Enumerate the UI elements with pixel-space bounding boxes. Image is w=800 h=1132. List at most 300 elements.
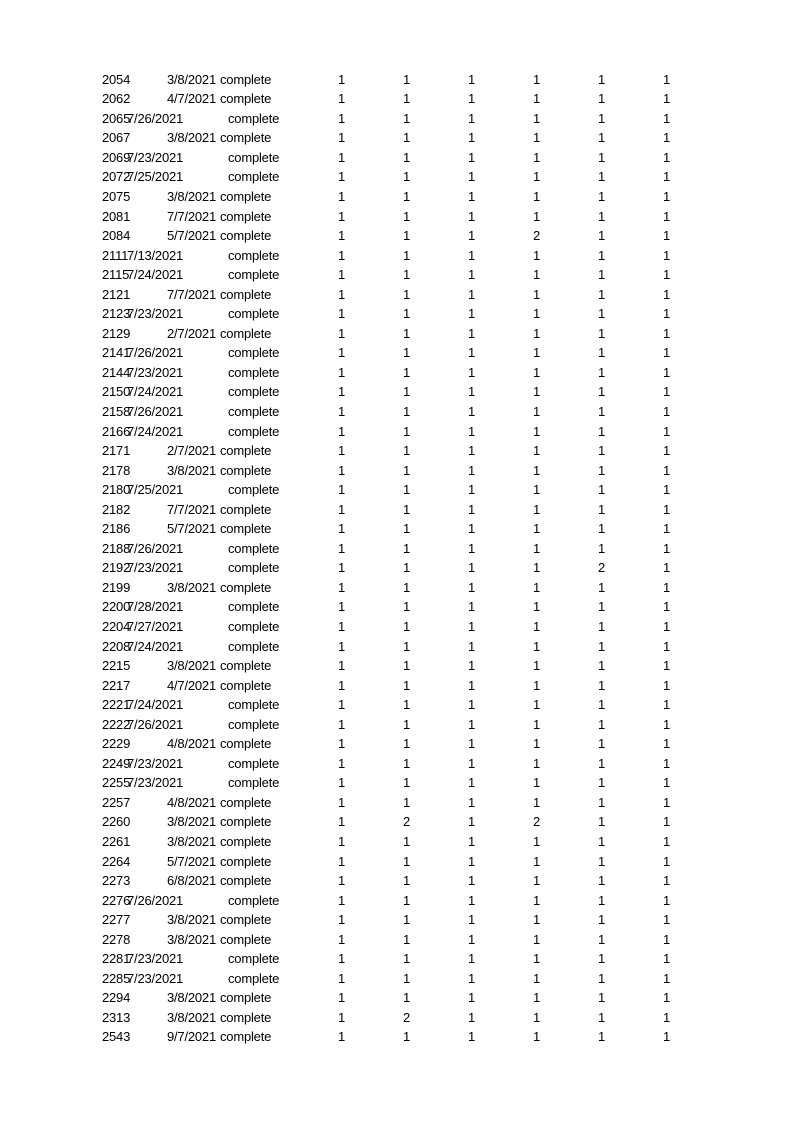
value-cell: 1	[532, 951, 540, 967]
date-cell: 3/8/2021	[166, 814, 216, 830]
record-id-cell: 2150	[102, 384, 131, 400]
value-cell: 1	[662, 403, 670, 419]
value-cell: 1	[467, 443, 475, 459]
value-cell: 1	[532, 306, 540, 322]
table-row	[0, 441, 800, 461]
value-cell: 1	[597, 169, 605, 185]
date-cell: 7/24/2021	[127, 384, 184, 400]
value-cell: 1	[662, 794, 670, 810]
status-cell: complete	[228, 951, 280, 967]
record-id-cell: 2276	[102, 892, 131, 908]
value-cell: 1	[662, 208, 670, 224]
status-cell: complete	[220, 208, 272, 224]
value-cell: 1	[532, 755, 540, 771]
value-cell: 1	[402, 951, 410, 967]
date-cell: 3/8/2021	[166, 579, 216, 595]
value-cell: 1	[597, 325, 605, 341]
value-cell: 2	[402, 1009, 410, 1025]
table-row	[0, 89, 800, 109]
record-id-cell: 2543	[102, 1029, 131, 1045]
value-cell: 1	[467, 755, 475, 771]
record-id-cell: 2166	[102, 423, 131, 439]
value-cell: 1	[467, 599, 475, 615]
value-cell: 1	[467, 579, 475, 595]
value-cell: 1	[402, 521, 410, 537]
value-cell: 1	[467, 345, 475, 361]
value-cell: 2	[402, 814, 410, 830]
record-id-cell: 2222	[102, 716, 131, 732]
value-cell: 1	[402, 286, 410, 302]
value-cell: 1	[532, 834, 540, 850]
record-id-cell: 2208	[102, 638, 131, 654]
table-row	[0, 988, 800, 1008]
table-row	[0, 480, 800, 500]
value-cell: 1	[337, 423, 345, 439]
record-id-cell: 2180	[102, 482, 131, 498]
value-cell: 1	[532, 384, 540, 400]
value-cell: 1	[467, 71, 475, 87]
value-cell: 1	[597, 951, 605, 967]
date-cell: 7/23/2021	[127, 970, 184, 986]
value-cell: 1	[337, 755, 345, 771]
value-cell: 1	[402, 423, 410, 439]
date-cell: 7/23/2021	[127, 306, 184, 322]
value-cell: 1	[532, 892, 540, 908]
status-cell: complete	[228, 697, 280, 713]
table-row	[0, 128, 800, 148]
status-cell: complete	[228, 364, 280, 380]
status-cell: complete	[220, 286, 272, 302]
value-cell: 1	[532, 149, 540, 165]
value-cell: 1	[467, 716, 475, 732]
date-cell: 5/7/2021	[166, 228, 216, 244]
value-cell: 1	[402, 169, 410, 185]
record-id-cell: 2072	[102, 169, 131, 185]
value-cell: 1	[532, 443, 540, 459]
value-cell: 1	[402, 364, 410, 380]
date-cell: 7/24/2021	[127, 697, 184, 713]
value-cell: 1	[467, 912, 475, 928]
record-id-cell: 2067	[102, 130, 131, 146]
table-row	[0, 832, 800, 852]
status-cell: complete	[228, 149, 280, 165]
table-row	[0, 382, 800, 402]
value-cell: 1	[467, 130, 475, 146]
table-row	[0, 637, 800, 657]
status-cell: complete	[228, 560, 280, 576]
value-cell: 1	[337, 540, 345, 556]
value-cell: 1	[467, 990, 475, 1006]
value-cell: 1	[597, 619, 605, 634]
value-cell: 1	[532, 482, 540, 498]
value-cell: 1	[597, 188, 605, 204]
value-cell: 1	[532, 619, 540, 634]
value-cell: 1	[662, 149, 670, 165]
record-id-cell: 2115	[102, 267, 130, 283]
value-cell: 1	[662, 1029, 670, 1045]
value-cell: 1	[467, 834, 475, 850]
value-cell: 1	[467, 951, 475, 967]
date-cell: 3/8/2021	[166, 912, 216, 928]
value-cell: 1	[402, 892, 410, 908]
value-cell: 1	[597, 775, 605, 791]
date-cell: 7/26/2021	[127, 540, 184, 556]
value-cell: 1	[337, 462, 345, 478]
date-cell: 7/26/2021	[127, 716, 184, 732]
value-cell: 1	[467, 91, 475, 107]
value-cell: 1	[467, 169, 475, 185]
value-cell: 1	[662, 188, 670, 204]
status-cell: complete	[220, 579, 272, 595]
value-cell: 1	[597, 755, 605, 771]
value-cell: 1	[467, 247, 475, 263]
value-cell: 1	[337, 188, 345, 204]
value-cell: 1	[337, 130, 345, 146]
value-cell: 1	[337, 208, 345, 224]
record-id-cell: 2054	[102, 71, 131, 87]
value-cell: 1	[337, 892, 345, 908]
value-cell: 1	[597, 403, 605, 419]
value-cell: 1	[532, 208, 540, 224]
value-cell: 1	[532, 345, 540, 361]
table-row	[0, 812, 800, 832]
table-row	[0, 734, 800, 754]
value-cell: 1	[337, 619, 345, 634]
value-cell: 1	[467, 658, 475, 674]
value-cell: 1	[532, 638, 540, 654]
status-cell: complete	[228, 775, 280, 791]
value-cell: 1	[337, 599, 345, 615]
value-cell: 1	[662, 521, 670, 537]
table-row	[0, 539, 800, 559]
value-cell: 1	[532, 775, 540, 791]
date-cell: 7/25/2021	[127, 169, 184, 185]
date-cell: 7/23/2021	[127, 775, 184, 791]
value-cell: 1	[597, 873, 605, 889]
status-cell: complete	[228, 306, 280, 322]
value-cell: 1	[337, 970, 345, 986]
table-row	[0, 343, 800, 363]
value-cell: 1	[337, 325, 345, 341]
value-cell: 1	[402, 1029, 410, 1045]
record-id-cell: 2215	[102, 658, 131, 674]
value-cell: 1	[402, 755, 410, 771]
status-cell: complete	[228, 892, 280, 908]
value-cell: 1	[337, 169, 345, 185]
record-id-cell: 2111	[102, 247, 129, 263]
value-cell: 1	[402, 716, 410, 732]
table-row	[0, 1027, 800, 1047]
value-cell: 1	[402, 990, 410, 1006]
value-cell: 1	[532, 501, 540, 517]
record-id-cell: 2182	[102, 501, 131, 517]
value-cell: 1	[337, 560, 345, 576]
date-cell: 7/23/2021	[127, 755, 184, 771]
table-row	[0, 1008, 800, 1028]
value-cell: 1	[532, 267, 540, 283]
value-cell: 1	[597, 267, 605, 283]
value-cell: 1	[402, 736, 410, 752]
value-cell: 1	[467, 188, 475, 204]
value-cell: 1	[337, 482, 345, 498]
value-cell: 1	[532, 110, 540, 126]
value-cell: 1	[467, 521, 475, 537]
record-id-cell: 2192	[102, 560, 131, 576]
value-cell: 1	[402, 599, 410, 615]
value-cell: 1	[467, 1009, 475, 1025]
value-cell: 1	[532, 169, 540, 185]
value-cell: 1	[662, 814, 670, 830]
value-cell: 1	[662, 912, 670, 928]
value-cell: 1	[662, 736, 670, 752]
status-cell: complete	[220, 814, 272, 830]
value-cell: 1	[337, 677, 345, 693]
value-cell: 1	[337, 91, 345, 107]
value-cell: 1	[662, 892, 670, 908]
date-cell: 9/7/2021	[166, 1029, 216, 1045]
record-id-cell: 2255	[102, 775, 131, 791]
record-id-cell: 2123	[102, 306, 131, 322]
value-cell: 1	[597, 71, 605, 87]
value-cell: 1	[337, 71, 345, 87]
status-cell: complete	[228, 384, 280, 400]
status-cell: complete	[220, 188, 272, 204]
record-id-cell: 2294	[102, 990, 131, 1006]
table-row	[0, 871, 800, 891]
value-cell: 1	[402, 267, 410, 283]
value-cell: 1	[662, 755, 670, 771]
status-cell: complete	[220, 325, 272, 341]
value-cell: 1	[662, 247, 670, 263]
value-cell: 1	[662, 462, 670, 478]
value-cell: 1	[662, 345, 670, 361]
value-cell: 1	[532, 1029, 540, 1045]
value-cell: 1	[662, 71, 670, 87]
date-cell: 7/23/2021	[127, 149, 184, 165]
record-id-cell: 2081	[102, 208, 131, 224]
value-cell: 1	[402, 873, 410, 889]
value-cell: 1	[662, 677, 670, 693]
value-cell: 1	[337, 345, 345, 361]
value-cell: 1	[467, 560, 475, 576]
value-cell: 1	[467, 110, 475, 126]
value-cell: 1	[337, 716, 345, 732]
record-id-cell: 2261	[102, 834, 131, 850]
table-row	[0, 187, 800, 207]
record-id-cell: 2277	[102, 912, 131, 928]
value-cell: 1	[532, 403, 540, 419]
record-id-cell: 2144	[102, 364, 131, 380]
value-cell: 1	[662, 619, 670, 634]
table-row	[0, 558, 800, 578]
value-cell: 1	[597, 1009, 605, 1025]
value-cell: 1	[597, 208, 605, 224]
date-cell: 4/8/2021	[166, 736, 216, 752]
table-row	[0, 285, 800, 305]
value-cell: 1	[662, 325, 670, 341]
table-row	[0, 695, 800, 715]
table-row	[0, 715, 800, 735]
value-cell: 1	[337, 443, 345, 459]
date-cell: 5/7/2021	[166, 853, 216, 869]
value-cell: 1	[337, 853, 345, 869]
value-cell: 1	[402, 149, 410, 165]
value-cell: 1	[402, 579, 410, 595]
value-cell: 1	[532, 853, 540, 869]
value-cell: 1	[337, 306, 345, 322]
status-cell: complete	[220, 130, 272, 146]
value-cell: 1	[467, 423, 475, 439]
date-cell: 7/13/2021	[127, 247, 184, 263]
table-row	[0, 754, 800, 774]
status-cell: complete	[220, 873, 272, 889]
record-id-cell: 2273	[102, 873, 131, 889]
value-cell: 1	[337, 110, 345, 126]
value-cell: 1	[467, 697, 475, 713]
table-row	[0, 949, 800, 969]
value-cell: 1	[532, 599, 540, 615]
value-cell: 1	[337, 775, 345, 791]
date-cell: 7/23/2021	[127, 364, 184, 380]
table-row	[0, 207, 800, 227]
date-cell: 4/7/2021	[166, 677, 216, 693]
value-cell: 1	[532, 540, 540, 556]
value-cell: 1	[662, 130, 670, 146]
record-id-cell: 2129	[102, 325, 131, 341]
value-cell: 1	[597, 306, 605, 322]
table-row	[0, 246, 800, 266]
table-row	[0, 265, 800, 285]
table-row	[0, 148, 800, 168]
value-cell: 1	[337, 951, 345, 967]
record-id-cell: 2260	[102, 814, 131, 830]
value-cell: 1	[402, 775, 410, 791]
status-cell: complete	[228, 482, 280, 498]
table-row	[0, 597, 800, 617]
date-cell: 7/28/2021	[127, 599, 184, 615]
value-cell: 1	[662, 658, 670, 674]
date-cell: 7/24/2021	[127, 638, 184, 654]
value-cell: 1	[662, 599, 670, 615]
status-cell: complete	[228, 110, 280, 126]
value-cell: 1	[467, 736, 475, 752]
value-cell: 1	[337, 912, 345, 928]
value-cell: 1	[532, 931, 540, 947]
value-cell: 1	[597, 912, 605, 928]
value-cell: 1	[597, 228, 605, 244]
status-cell: complete	[228, 540, 280, 556]
value-cell: 1	[532, 91, 540, 107]
value-cell: 2	[532, 228, 540, 244]
record-id-cell: 2158	[102, 403, 131, 419]
table-row	[0, 402, 800, 422]
value-cell: 1	[662, 931, 670, 947]
value-cell: 1	[402, 853, 410, 869]
status-cell: complete	[228, 755, 280, 771]
table-row	[0, 363, 800, 383]
date-cell: 3/8/2021	[166, 931, 216, 947]
status-cell: complete	[228, 599, 280, 615]
status-cell: complete	[228, 247, 280, 263]
value-cell: 1	[597, 853, 605, 869]
value-cell: 1	[662, 560, 670, 576]
value-cell: 1	[467, 814, 475, 830]
status-cell: complete	[228, 403, 280, 419]
table-row	[0, 656, 800, 676]
value-cell: 1	[597, 794, 605, 810]
value-cell: 1	[402, 130, 410, 146]
value-cell: 1	[662, 775, 670, 791]
value-cell: 1	[597, 384, 605, 400]
date-cell: 7/27/2021	[127, 619, 184, 634]
value-cell: 1	[402, 540, 410, 556]
value-cell: 1	[662, 970, 670, 986]
table-row	[0, 70, 800, 90]
value-cell: 1	[597, 990, 605, 1006]
status-cell: complete	[228, 716, 280, 732]
data-table	[0, 70, 800, 1047]
value-cell: 1	[597, 716, 605, 732]
record-id-cell: 2217	[102, 677, 131, 693]
value-cell: 1	[597, 599, 605, 615]
value-cell: 1	[467, 677, 475, 693]
date-cell: 7/26/2021	[127, 110, 184, 126]
status-cell: complete	[220, 912, 272, 928]
date-cell: 6/8/2021	[166, 873, 216, 889]
record-id-cell: 2141	[102, 345, 131, 361]
value-cell: 1	[532, 560, 540, 576]
record-id-cell: 2229	[102, 736, 131, 752]
value-cell: 1	[337, 364, 345, 380]
value-cell: 1	[402, 677, 410, 693]
value-cell: 1	[532, 990, 540, 1006]
value-cell: 1	[467, 501, 475, 517]
status-cell: complete	[220, 462, 272, 478]
status-cell: complete	[220, 794, 272, 810]
value-cell: 2	[532, 814, 540, 830]
table-row	[0, 422, 800, 442]
value-cell: 1	[467, 775, 475, 791]
record-id-cell: 2200	[102, 599, 131, 615]
status-cell: complete	[220, 501, 272, 517]
date-cell: 7/23/2021	[127, 560, 184, 576]
value-cell: 1	[402, 658, 410, 674]
status-cell: complete	[220, 677, 272, 693]
value-cell: 1	[532, 736, 540, 752]
value-cell: 1	[402, 619, 410, 634]
record-id-cell: 2204	[102, 619, 131, 634]
value-cell: 1	[597, 443, 605, 459]
value-cell: 1	[532, 970, 540, 986]
value-cell: 1	[467, 306, 475, 322]
value-cell: 1	[467, 325, 475, 341]
value-cell: 1	[597, 736, 605, 752]
value-cell: 1	[662, 110, 670, 126]
value-cell: 1	[467, 970, 475, 986]
status-cell: complete	[220, 853, 272, 869]
record-id-cell: 2278	[102, 931, 131, 947]
status-cell: complete	[228, 345, 280, 361]
value-cell: 1	[532, 325, 540, 341]
value-cell: 1	[337, 384, 345, 400]
value-cell: 1	[597, 540, 605, 556]
date-cell: 3/8/2021	[166, 834, 216, 850]
table-row	[0, 324, 800, 344]
table-row	[0, 969, 800, 989]
value-cell: 1	[467, 638, 475, 654]
value-cell: 1	[467, 1029, 475, 1045]
value-cell: 1	[662, 990, 670, 1006]
